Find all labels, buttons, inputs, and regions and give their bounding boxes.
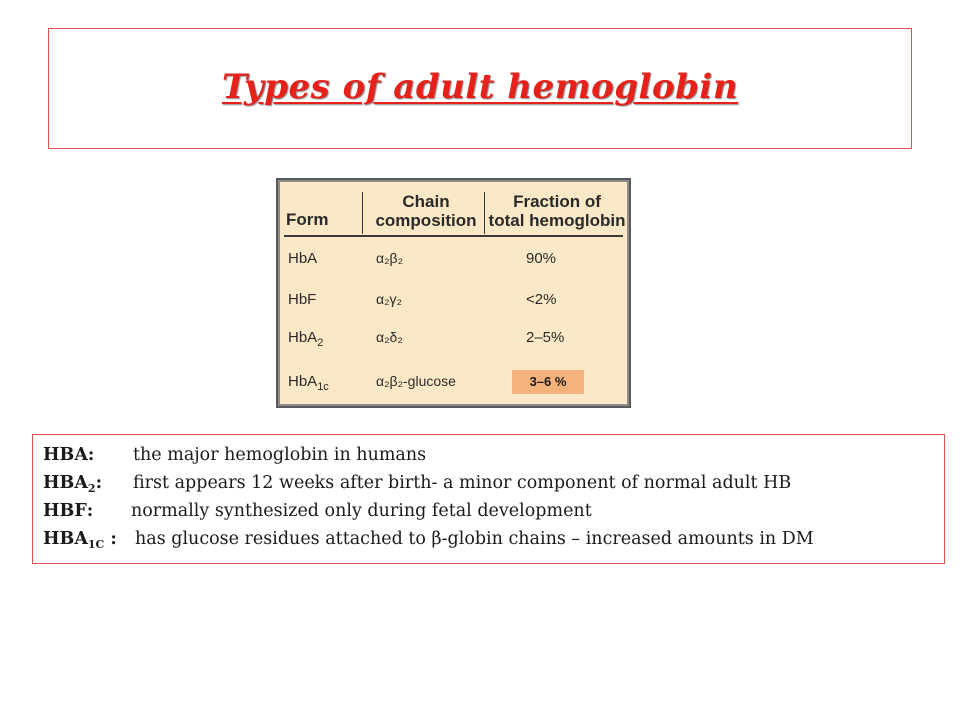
description-text: the major hemoglobin in humans <box>133 445 427 465</box>
header-fraction <box>486 192 628 230</box>
row-chain: α₂γ₂ <box>376 291 402 307</box>
description-text: first appears 12 weeks after birth- a minor component of normal adult HB <box>133 473 792 493</box>
highlight-fraction: 3–6 % <box>512 370 584 394</box>
description-label: HBA: <box>43 445 95 465</box>
description-label: $HBA_2$: <box>43 473 103 495</box>
description-box <box>32 434 945 564</box>
slide-title: Types of adult hemoglobin <box>221 67 739 107</box>
header-fraction-line2: total hemoglobin <box>488 211 626 230</box>
header-chain-line1: Chain <box>402 192 450 211</box>
header-divider <box>362 192 363 234</box>
row-chain: α₂β₂-glucose <box>376 373 456 389</box>
description-text: normally synthesized only during fetal development <box>131 501 592 521</box>
row-form: HbF <box>288 291 317 308</box>
header-chain <box>370 192 482 230</box>
row-chain: α₂β₂ <box>376 250 404 266</box>
description-row <box>43 445 427 467</box>
row-form: HbA <box>288 250 318 267</box>
header-rule <box>284 235 623 237</box>
hemoglobin-table <box>276 178 631 408</box>
row-fraction: 2–5% <box>526 329 565 346</box>
description-text: has glucose residues attached to β-globin chains – increased amounts in DM <box>135 529 814 549</box>
row-fraction: 90% <box>526 250 557 267</box>
header-fraction-line1: Fraction of <box>513 192 601 211</box>
header-divider <box>484 192 485 234</box>
row-form: HbA$_2$ <box>288 329 324 349</box>
description-label: $HBA_{1C}$ : <box>43 529 117 551</box>
description-row <box>43 529 814 551</box>
row-fraction: <2% <box>526 291 557 308</box>
description-row <box>43 473 792 495</box>
row-form: HbA$_{1c}$ <box>288 373 329 393</box>
row-chain: α₂δ₂ <box>376 329 403 345</box>
header-chain-line2: composition <box>375 211 477 230</box>
description-row <box>43 501 592 523</box>
description-label: HBF: <box>43 501 94 521</box>
header-form: Form <box>286 210 329 229</box>
title-box <box>48 28 912 149</box>
